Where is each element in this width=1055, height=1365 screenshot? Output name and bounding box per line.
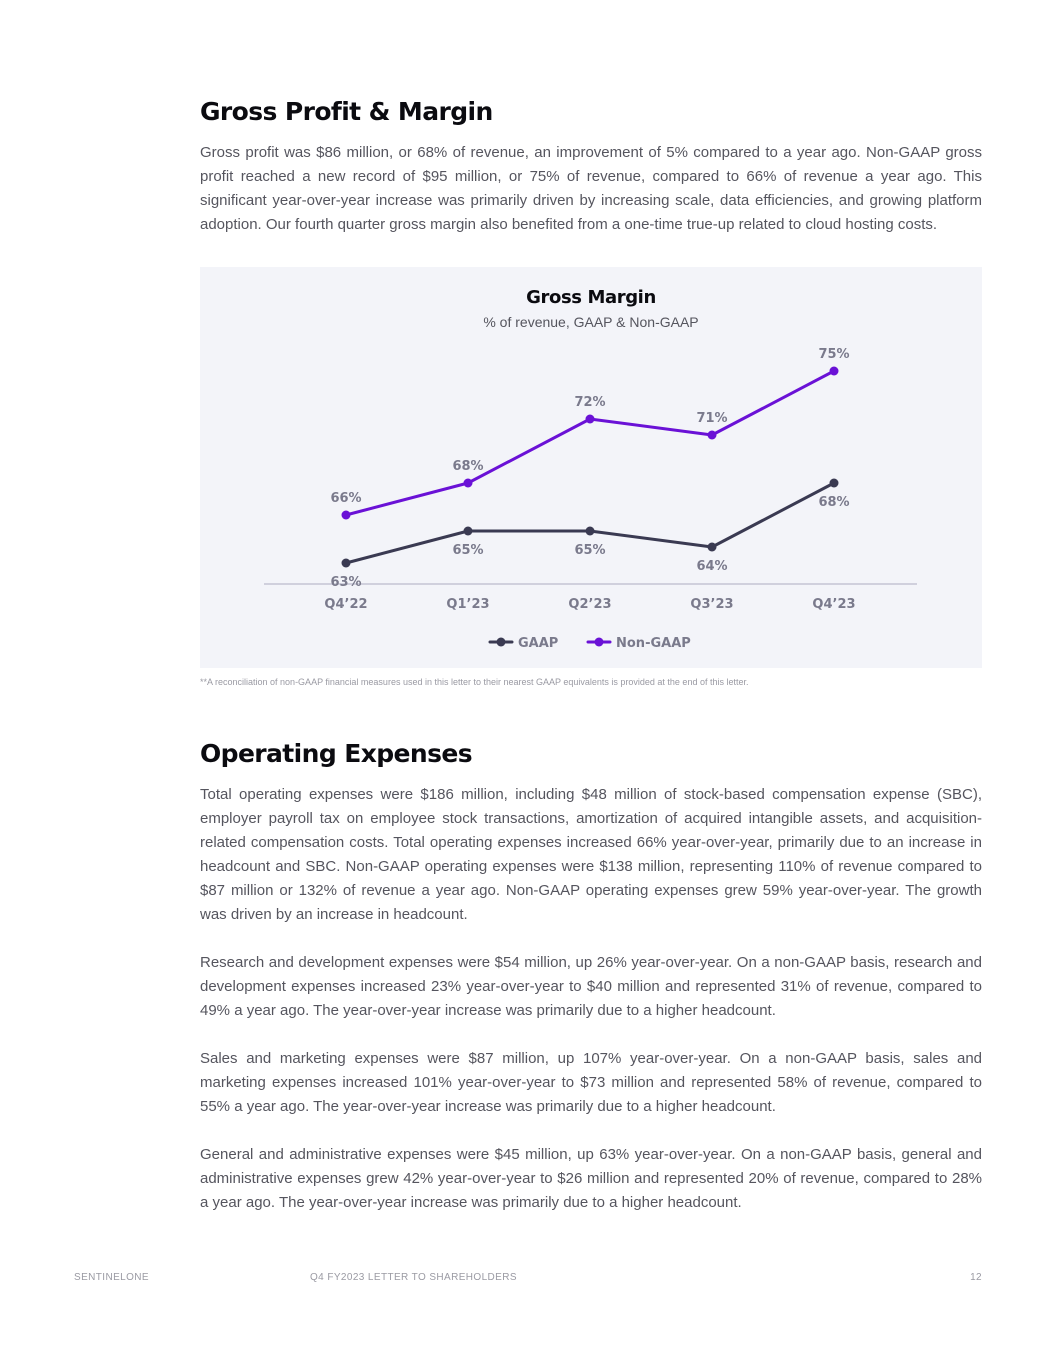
gaap-point-q1-23 bbox=[464, 527, 473, 536]
non-gaap-point-q4-22 bbox=[342, 511, 351, 520]
footer-company: SENTINELONE bbox=[74, 1272, 149, 1283]
gross-profit-title: Gross Profit & Margin bbox=[200, 97, 493, 126]
page-content bbox=[200, 96, 982, 1215]
legend-gaap-label: GAAP bbox=[518, 636, 559, 651]
opex-paragraph-rnd: Research and development expenses were $54 million, up 26% year-over-year. On a non-GAAP basis, research and development expenses increased 23% year-over-year to $40 million and represented 31% of revenue, compared to 49% a year ago. The year-over-year increase was primarily due to a higher headcount. bbox=[200, 954, 982, 1019]
non-gaap-point-q3-23 bbox=[708, 431, 717, 440]
x-tick-label-q2-23: Q2’23 bbox=[568, 597, 612, 612]
operating-expenses-title: Operating Expenses bbox=[200, 739, 472, 768]
opex-paragraph-total: Total operating expenses were $186 million, including $48 million of stock-based compensation expense (SBC), employer payroll tax on employee stock transactions, amortization of acquired intangible assets, and acquisition-related compensation costs. Total operating expenses increased 66% year-over-year, primarily due to an increase in headcount and SBC. Non-GAAP operating expenses were $138 million, representing 110% of revenue compared to $87 million or 132% of revenue a year ago. Non-GAAP operating expenses grew 59% year-over-year. The growth was driven by an increase in headcount. bbox=[200, 786, 982, 923]
gross-margin-chart bbox=[200, 267, 982, 668]
gaap-data-label-q3-23: 64% bbox=[696, 559, 728, 574]
gaap-data-label-q1-23: 65% bbox=[452, 543, 484, 558]
opex-paragraph-g-and-a: General and administrative expenses were $45 million, up 63% year-over-year. On a non-GAAP basis, general and administrative expenses grew 42% year-over-year to $26 million and represented 20% of revenue, compared to 28% a year ago. The year-over-year increase was primarily due to a higher headcount. bbox=[200, 1146, 982, 1211]
gross-margin-chart-svg bbox=[200, 267, 982, 668]
non-gaap-series-line bbox=[346, 371, 834, 515]
plot-layer bbox=[324, 347, 855, 651]
non-gaap-point-q4-23 bbox=[830, 367, 839, 376]
non-gaap-data-label-q2-23: 72% bbox=[574, 395, 606, 410]
footer-document-title: Q4 FY2023 LETTER TO SHAREHOLDERS bbox=[310, 1272, 517, 1283]
x-tick-label-q3-23: Q3’23 bbox=[690, 597, 734, 612]
non-gaap-data-label-q4-22: 66% bbox=[330, 491, 362, 506]
gaap-data-label-q4-23: 68% bbox=[818, 495, 850, 510]
gross-profit-paragraph: Gross profit was $86 million, or 68% of revenue, an improvement of 5% compared to a year ago. Non-GAAP gross profit reached a new record of $95 million, or 75% of revenue, compared to 66% of revenue a year ago. This significant year-over-year increase was primarily driven by increasing scale, data efficiencies, and growing platform adoption. Our fourth quarter gross margin also benefited from a one-time true-up related to cloud hosting costs. bbox=[200, 144, 982, 233]
non-gaap-point-q2-23 bbox=[586, 415, 595, 424]
non-gaap-data-label-q3-23: 71% bbox=[696, 411, 728, 426]
non-gaap-data-label-q4-23: 75% bbox=[818, 347, 850, 362]
gaap-data-label-q2-23: 65% bbox=[574, 543, 606, 558]
gaap-point-q4-23 bbox=[830, 479, 839, 488]
x-tick-label-q4-22: Q4’22 bbox=[324, 597, 368, 612]
legend-non-gaap-marker bbox=[595, 638, 604, 647]
gaap-point-q3-23 bbox=[708, 543, 717, 552]
chart-subtitle: % of revenue, GAAP & Non-GAAP bbox=[483, 314, 699, 330]
legend-gaap-marker bbox=[497, 638, 506, 647]
legend-non-gaap-label: Non-GAAP bbox=[616, 636, 691, 651]
chart-title: Gross Margin bbox=[526, 287, 656, 308]
non-gaap-data-label-q1-23: 68% bbox=[452, 459, 484, 474]
footer-page-number: 12 bbox=[970, 1272, 982, 1283]
x-tick-label-q4-23: Q4’23 bbox=[812, 597, 856, 612]
gaap-point-q2-23 bbox=[586, 527, 595, 536]
gaap-data-label-q4-22: 63% bbox=[330, 575, 362, 590]
x-tick-label-q1-23: Q1’23 bbox=[446, 597, 490, 612]
opex-paragraph-sales-marketing: Sales and marketing expenses were $87 million, up 107% year-over-year. On a non-GAAP basis, sales and marketing expenses increased 101% year-over-year to $73 million and represented 58% of revenue, compared to 55% a year ago. The year-over-year increase was primarily due to a higher headcount. bbox=[200, 1050, 982, 1115]
gaap-point-q4-22 bbox=[342, 559, 351, 568]
non-gaap-point-q1-23 bbox=[464, 479, 473, 488]
footnote: **A reconciliation of non-GAAP financial measures used in this letter to their nearest GAAP equivalents is provided at the end of this letter. bbox=[200, 677, 749, 687]
